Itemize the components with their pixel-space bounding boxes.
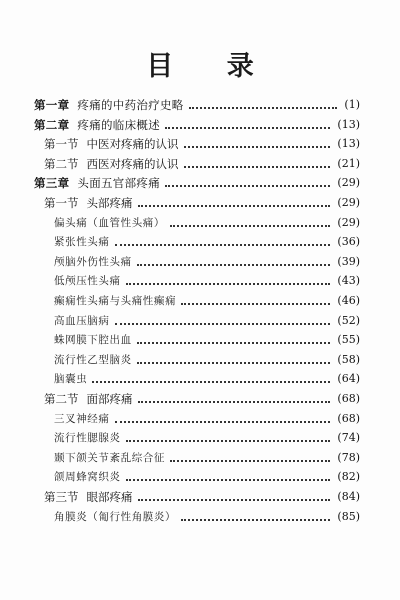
toc-entry-title: 面部疼痛 xyxy=(86,392,133,406)
toc-entry-number: 第二节 xyxy=(44,156,79,171)
toc-entry xyxy=(44,155,360,173)
toc-entry-label xyxy=(54,449,168,467)
toc-leader-dots xyxy=(165,116,330,134)
toc-leader-dots xyxy=(165,174,330,192)
page-title: 目 录 xyxy=(146,51,276,82)
toc-entry-title: 紧张性头痛 xyxy=(54,236,110,249)
toc-entry xyxy=(54,370,360,388)
toc-entry-title: 癫痫性头痛与头痛性癫痫 xyxy=(54,295,177,307)
toc-entry-label xyxy=(54,331,135,349)
toc-page-number: (36) xyxy=(334,233,360,251)
toc-entry-title: 疼痛的临床概述 xyxy=(77,117,161,132)
toc-entry xyxy=(54,312,360,330)
toc-entry-label xyxy=(44,194,136,212)
toc-leader-dots xyxy=(137,351,331,369)
toc-entry-title: 流行性腮腺炎 xyxy=(54,432,121,445)
toc-entry-label xyxy=(44,135,182,153)
toc-entry-number: 第一章 xyxy=(34,98,70,112)
toc-entry-title: 偏头痛（血管性头痛） xyxy=(54,216,165,229)
toc-entry xyxy=(54,410,360,428)
toc-entry-label xyxy=(54,410,113,428)
toc-entry xyxy=(54,253,360,271)
toc-entry-label xyxy=(54,253,135,271)
toc-entry-title: 流行性乙型脑炎 xyxy=(54,353,132,366)
toc-entry xyxy=(54,331,360,349)
toc-page-number: (29) xyxy=(334,194,360,212)
toc-page-number: (43) xyxy=(334,272,360,290)
toc-leader-dots xyxy=(115,233,331,251)
toc-entry xyxy=(54,292,360,310)
toc-entry-title: 脑囊虫 xyxy=(54,373,88,386)
toc-entry-label xyxy=(44,390,136,408)
toc-entry xyxy=(34,174,360,192)
toc-entry xyxy=(34,96,360,114)
toc-entry xyxy=(44,488,360,506)
toc-entry-title: 蛛网膜下腔出血 xyxy=(54,334,132,347)
toc-entry-label xyxy=(54,272,124,290)
toc-leader-dots xyxy=(126,468,331,486)
toc-leader-dots xyxy=(126,429,331,447)
toc-entry-title: 颅脑外伤性头痛 xyxy=(54,255,132,268)
toc-leader-dots xyxy=(170,214,330,232)
toc-page-number: (1) xyxy=(341,96,360,114)
toc-leader-dots xyxy=(92,370,330,388)
toc-page-number: (13) xyxy=(334,135,360,153)
toc-entry-label xyxy=(54,508,179,526)
toc-leader-dots xyxy=(138,194,331,212)
toc-entry xyxy=(44,390,360,408)
toc-entry xyxy=(54,429,360,447)
toc-page-number: (82) xyxy=(334,468,360,486)
toc-leader-dots xyxy=(170,449,330,467)
toc-entry-title: 角膜炎（匍行性角膜炎） xyxy=(54,510,177,523)
toc-leader-dots xyxy=(181,508,330,526)
toc-entry-label xyxy=(54,233,113,251)
toc-entry-label xyxy=(44,155,182,173)
toc-leader-dots xyxy=(138,390,331,408)
toc-entry xyxy=(34,116,360,134)
toc-leader-dots xyxy=(181,292,330,310)
toc-entry-number: 第二章 xyxy=(34,117,70,132)
toc-entry-label xyxy=(54,351,135,369)
toc-entry-title: 西医对疼痛的认识 xyxy=(86,156,179,171)
toc-page-number: (68) xyxy=(334,410,360,428)
toc-page-number: (85) xyxy=(334,508,360,526)
toc-entry-title: 头面五官部疼痛 xyxy=(77,176,161,191)
toc-leader-dots xyxy=(115,312,331,330)
toc-entry xyxy=(54,351,360,369)
toc-entry-number: 第二节 xyxy=(44,392,79,406)
toc-leader-dots xyxy=(137,331,331,349)
toc-leader-dots xyxy=(189,96,338,114)
toc-entry xyxy=(54,233,360,251)
toc-leader-dots xyxy=(184,155,331,173)
toc-entry xyxy=(44,194,360,212)
toc-entry-label xyxy=(34,96,187,114)
toc-page-number: (74) xyxy=(334,429,360,447)
toc-leader-dots xyxy=(184,135,331,153)
toc-page-number: (21) xyxy=(334,155,360,173)
toc-entry xyxy=(44,135,360,153)
toc-page-number: (52) xyxy=(334,312,360,330)
toc-entry-number: 第三章 xyxy=(34,176,70,191)
toc-page-number: (13) xyxy=(334,116,360,134)
toc-entry-title: 高血压脑病 xyxy=(54,314,110,327)
toc-entry-label xyxy=(54,292,179,310)
toc-entry-title: 中医对疼痛的认识 xyxy=(86,137,179,152)
toc-entry-label xyxy=(54,214,168,232)
toc-page-number: (68) xyxy=(334,390,360,408)
toc-page-number: (78) xyxy=(334,449,360,467)
toc-entry-title: 低颅压性头痛 xyxy=(54,275,121,288)
toc-entry-label xyxy=(54,468,124,486)
toc-leader-dots xyxy=(138,488,331,506)
toc-entry-label xyxy=(54,370,90,388)
toc-leader-dots xyxy=(137,253,331,271)
toc-entry-title: 眼部疼痛 xyxy=(86,490,133,504)
toc-entry-number: 第一节 xyxy=(44,137,79,152)
toc-entry-label xyxy=(34,116,163,134)
toc-page-number: (55) xyxy=(334,331,360,349)
toc-entry-label xyxy=(54,312,113,330)
toc-page-number: (29) xyxy=(334,214,360,232)
toc-entry xyxy=(54,272,360,290)
toc-entry-label xyxy=(34,174,163,192)
toc-page-number: (29) xyxy=(334,174,360,192)
toc-entry-number: 第一节 xyxy=(44,196,79,210)
toc-entry-label xyxy=(44,488,136,506)
toc-entry-title: 疼痛的中药治疗史略 xyxy=(77,98,184,112)
toc-leader-dots xyxy=(126,272,331,290)
toc-page-number: (46) xyxy=(334,292,360,310)
toc-leader-dots xyxy=(115,410,331,428)
toc-entry-title: 头部疼痛 xyxy=(86,196,133,210)
toc-entry xyxy=(54,449,360,467)
toc-entry-title: 颞下颌关节紊乱综合征 xyxy=(54,451,165,464)
toc-entry xyxy=(54,508,360,526)
toc-page-number: (39) xyxy=(334,253,360,271)
toc-entry xyxy=(54,468,360,486)
toc-page-number: (84) xyxy=(334,488,360,506)
toc-page-number: (58) xyxy=(334,351,360,369)
toc-entry-number: 第三节 xyxy=(44,490,79,504)
toc-entry-title: 颌周蜂窝织炎 xyxy=(54,471,121,484)
toc-entry-title: 三叉神经痛 xyxy=(54,412,110,425)
toc-entry xyxy=(54,214,360,232)
toc-entry-label xyxy=(54,429,124,447)
toc-page-number: (64) xyxy=(334,370,360,388)
